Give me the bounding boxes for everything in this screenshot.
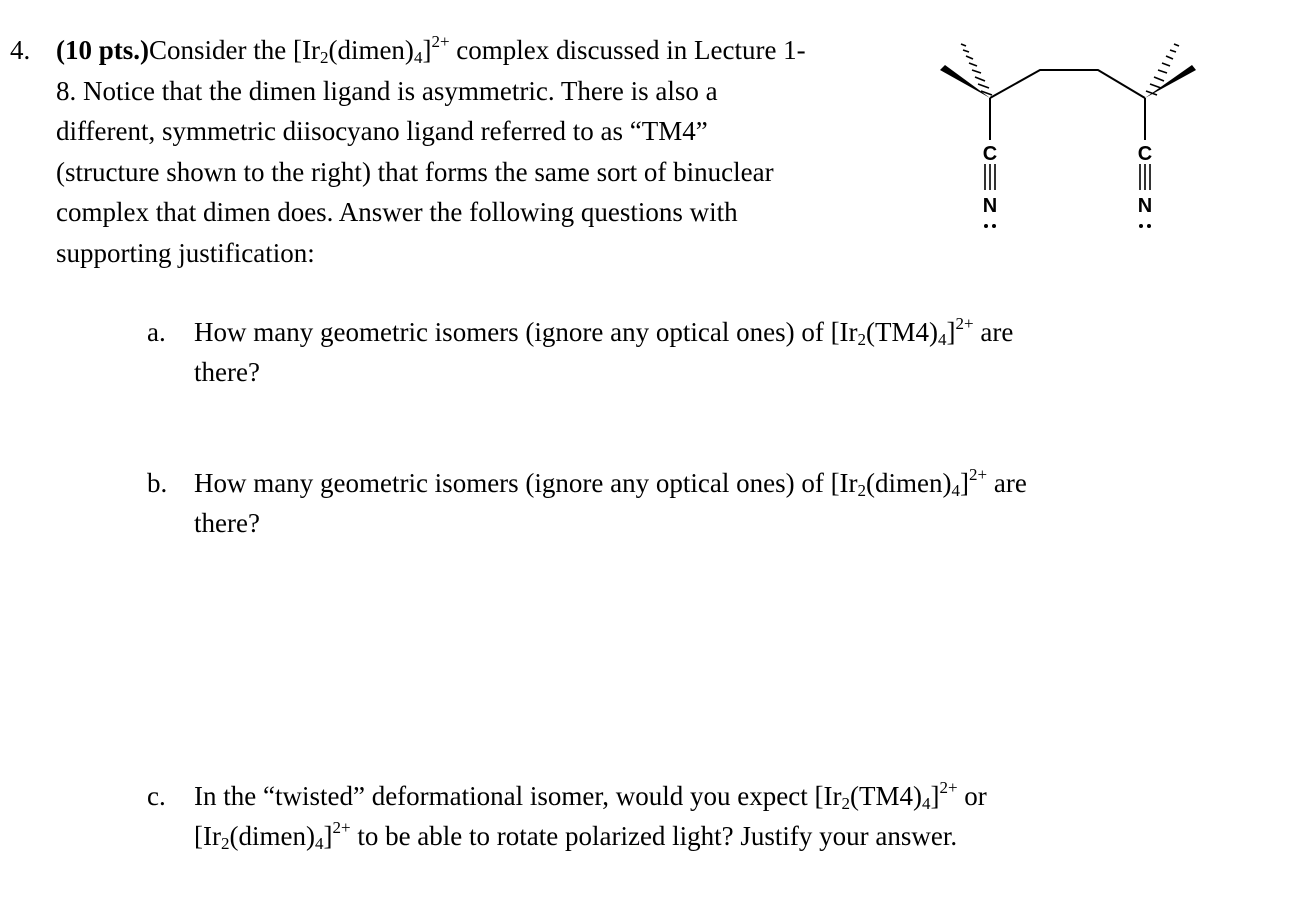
- right-triple-bond: [1140, 164, 1150, 190]
- part-c-letter: c.: [147, 781, 166, 811]
- tm4-structure-diagram: [930, 30, 1210, 245]
- lone-pairs: [984, 224, 1151, 228]
- part-b-text: How many geometric isomers (ignore any optical ones) of $[Ir_2(dimen)_4]^{2+}$ are there?: [194, 465, 1027, 538]
- part-a-text: How many geometric isomers (ignore any optical ones) of $[Ir_2(TM4)_4]^{2+}$ are there?: [194, 314, 1014, 387]
- part-b-letter: b.: [147, 468, 168, 498]
- ligand-backbone: [990, 70, 1145, 98]
- question-line-6: supporting justification:: [56, 237, 315, 268]
- question-body: [56, 30, 926, 273]
- left-triple-bond: [985, 164, 995, 190]
- question-line-3: different, symmetric diisocyano ligand referred to as “TM4”: [56, 116, 708, 146]
- part-c-text: In the “twisted” deformational isomer, would you expect $[Ir_2(TM4)_4]^{2+}$ or $[Ir_2(dimen)_4]^{2+}$ to be able to rotate polarized light? Justify your answer.: [194, 778, 987, 853]
- left-wedge-bond: [940, 65, 990, 98]
- left-nitrogen-atom: N: [982, 195, 998, 217]
- left-carbon-atom: C: [982, 143, 998, 165]
- left-hashed-bond: [961, 44, 992, 95]
- question-line-4: (structure shown to the right) that forms the same sort of binuclear: [56, 156, 774, 187]
- question-line-1: (10 pts.)Consider the $[Ir_2(dimen)_4]^{2+}$ complex discussed in Lecture 1-: [56, 32, 806, 67]
- question-line-5: complex that dimen does. Answer the following questions with: [56, 197, 738, 227]
- part-a-letter: a.: [147, 317, 166, 347]
- question-number: 4.: [10, 35, 31, 65]
- points-label: (10 pts.): [56, 35, 149, 65]
- right-nitrogen-atom: N: [1137, 195, 1153, 217]
- right-carbon-atom: C: [1137, 143, 1153, 165]
- question-line-2: 8. Notice that the dimen ligand is asymmetric. There is also a: [56, 75, 718, 106]
